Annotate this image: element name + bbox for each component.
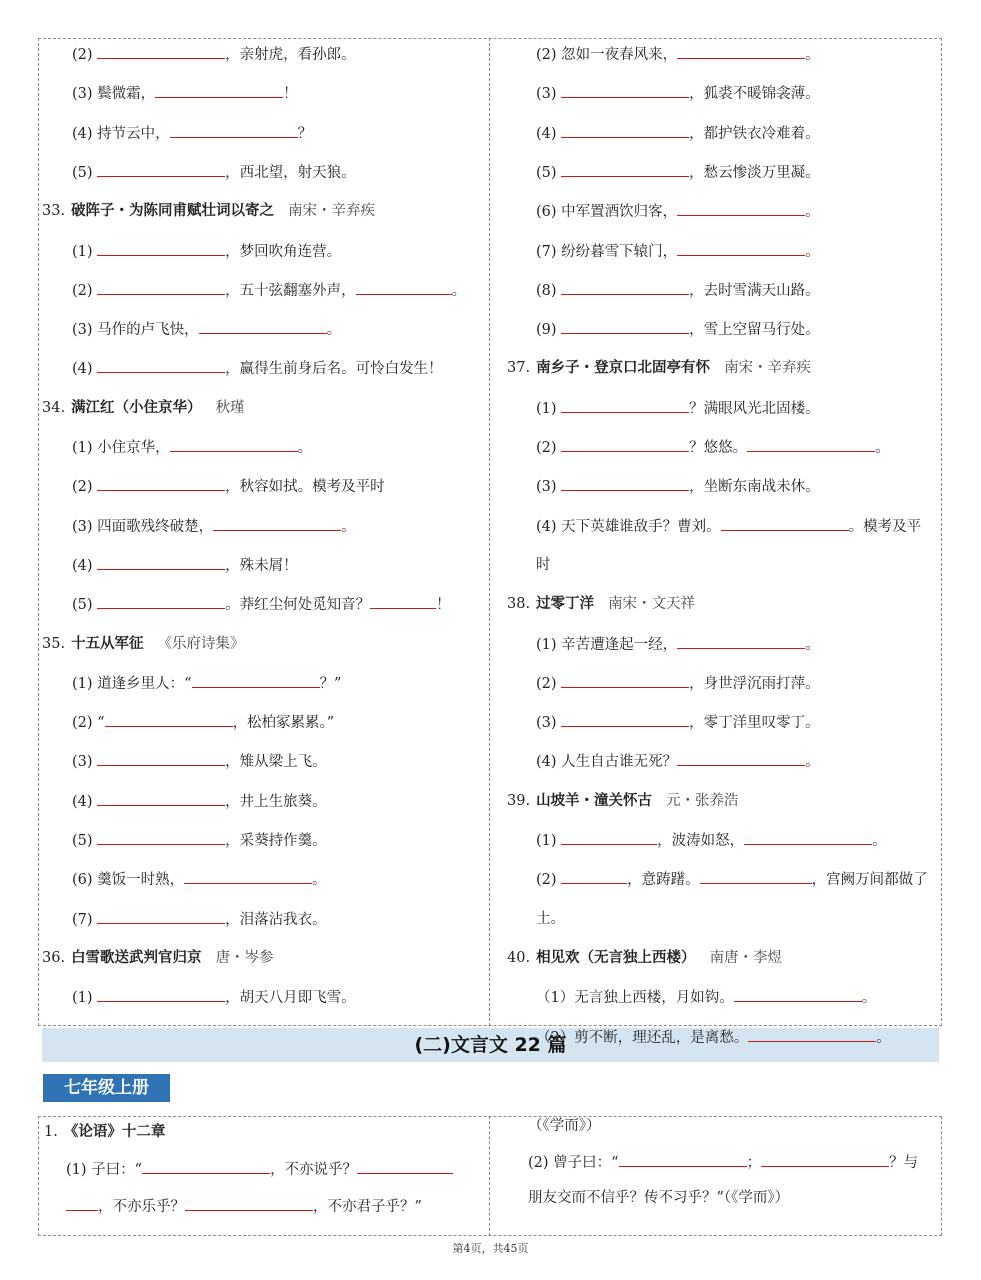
answer-blank[interactable]	[748, 1027, 876, 1042]
poem-title: 破阵子・为陈同甫赋壮词以寄之	[71, 203, 275, 220]
item-prefix: (1) 道逢乡里人：“	[72, 675, 192, 692]
poem-number: 35.	[42, 635, 66, 652]
poem-number: 39.	[507, 792, 531, 809]
fill-in-item	[72, 712, 334, 733]
fill-in-item	[536, 1027, 891, 1048]
item-suffix: ，宫阙万间都做了	[811, 872, 928, 889]
item-prefix: (2) 曾子曰：“	[528, 1155, 619, 1171]
item-prefix: (4) 天下英雄谁敌手？曹刘。	[536, 518, 721, 535]
item-suffix: ？与	[889, 1155, 919, 1171]
item-suffix: ，秋容如拭。模考及平时	[225, 479, 385, 496]
answer-blank[interactable]	[561, 123, 689, 138]
poem-number: 1.	[44, 1124, 58, 1140]
poem-heading	[44, 1122, 165, 1142]
item-prefix: (4) 人生自古谁无死？	[536, 754, 678, 771]
item-suffix: ？满眼风光北固楼。	[689, 400, 820, 417]
answer-blank[interactable]	[677, 241, 805, 256]
answer-blank[interactable]	[677, 634, 805, 649]
answer-blank[interactable]	[677, 201, 805, 216]
poem-heading	[507, 948, 782, 968]
answer-blank[interactable]	[97, 241, 225, 256]
fill-in-item	[72, 83, 298, 104]
fill-in-item	[72, 555, 298, 576]
poem-author: 南宋・辛弃疾	[724, 360, 812, 377]
line-text: （《学而》）	[528, 1118, 601, 1134]
item-prefix: (5)	[536, 164, 562, 181]
grade-tag: 七年级上册	[43, 1074, 170, 1102]
answer-blank[interactable]	[561, 476, 689, 491]
item-suffix: ，井上生旅葵。	[225, 793, 327, 810]
poem-title: 南乡子・登京口北固亭有怀	[536, 360, 711, 377]
text-line	[536, 909, 565, 929]
item-suffix: ！	[283, 86, 298, 103]
item-prefix: (1)	[536, 400, 562, 417]
fill-in-item	[536, 673, 820, 694]
answer-blank[interactable]	[97, 594, 225, 609]
item-prefix: (6) 羹饭一时熟，	[72, 872, 185, 889]
item-prefix: (7)	[72, 911, 98, 928]
fill-in-item	[72, 280, 466, 301]
poem-number: 37.	[507, 360, 531, 377]
answer-blank[interactable]	[700, 869, 812, 884]
answer-blank[interactable]	[97, 280, 225, 295]
poem-heading	[42, 634, 245, 654]
fill-in-item	[536, 123, 820, 144]
answer-blank[interactable]	[97, 44, 225, 59]
answer-blank[interactable]	[192, 673, 320, 688]
answer-blank[interactable]	[356, 280, 452, 295]
item-suffix: 。	[312, 872, 327, 889]
item-suffix: ？	[297, 125, 313, 142]
answer-blank[interactable]	[561, 162, 689, 177]
item-prefix: （2）剪不断，理还乱，是离愁。	[536, 1029, 749, 1046]
fill-in-item	[72, 909, 327, 930]
poem-number: 34.	[42, 399, 66, 416]
item-suffix: 。	[805, 636, 820, 653]
item-prefix: (3)	[536, 86, 562, 103]
fill-in-item	[72, 319, 341, 340]
poem-number: 33.	[42, 203, 66, 220]
fill-in-item	[536, 162, 820, 183]
item-suffix: ，胡天八月即飞雪。	[225, 990, 356, 1007]
item-suffix: 。	[805, 754, 820, 771]
item-suffix: ，都护铁衣冷难着。	[689, 125, 820, 142]
poem-title: 相见欢（无言独上西楼）	[536, 949, 696, 966]
fill-in-item	[536, 634, 820, 655]
line-text: 土。	[536, 910, 565, 927]
item-suffix: 。	[861, 990, 877, 1007]
answer-blank[interactable]	[761, 1152, 889, 1167]
item-suffix: ，梦回吹角连营。	[225, 243, 342, 260]
fill-in-item	[66, 1196, 422, 1217]
page-footer: 第4页，共45页	[452, 1242, 529, 1255]
fill-in-item	[536, 398, 820, 419]
item-suffix: 。	[805, 243, 820, 260]
poem-number: 36.	[42, 949, 66, 966]
item-suffix: 。	[341, 518, 356, 535]
answer-blank[interactable]	[97, 751, 225, 766]
item-prefix: (5)	[72, 833, 98, 849]
item-prefix: (5)	[72, 597, 98, 614]
poem-heading	[507, 358, 811, 378]
item-prefix: (2) “	[72, 715, 105, 732]
answer-blank[interactable]	[142, 1159, 270, 1174]
fill-in-item	[72, 869, 327, 890]
fill-in-item	[536, 437, 890, 458]
fill-in-item	[72, 594, 451, 615]
item-suffix: 。模考及平	[848, 518, 922, 535]
poem-number: 38.	[507, 596, 531, 613]
item-suffix: ，西北望，射天狼。	[225, 164, 356, 181]
answer-blank[interactable]	[97, 358, 225, 373]
answer-blank[interactable]	[747, 437, 875, 452]
poem-heading	[42, 398, 245, 418]
item-prefix: (2)	[536, 440, 562, 456]
item-prefix: (8)	[536, 282, 562, 299]
poem-author: 南宋・文天祥	[608, 596, 696, 613]
text-line	[528, 1188, 789, 1208]
item-suffix: ，不亦说乎？	[270, 1162, 358, 1178]
item-suffix: ，不亦君子乎？”	[313, 1199, 422, 1215]
answer-blank[interactable]	[734, 987, 862, 1002]
poem-author: 《乐府诗集》	[157, 635, 245, 652]
item-suffix: ，五十弦翻塞外声，	[225, 282, 356, 299]
answer-blank[interactable]	[213, 516, 341, 531]
fill-in-item	[536, 516, 921, 537]
answer-blank[interactable]	[97, 791, 225, 806]
item-suffix: ，赢得生前身后名。可怜白发生！	[225, 361, 443, 378]
answer-blank[interactable]	[155, 83, 283, 98]
poem-heading	[507, 594, 695, 614]
fill-in-item	[72, 476, 385, 497]
item-prefix: (3) 鬓微霜，	[72, 86, 156, 103]
answer-blank[interactable]	[561, 830, 657, 845]
answer-blank[interactable]	[170, 123, 298, 138]
poem-heading	[507, 791, 739, 811]
item-suffix: 。莽红尘何处觅知音？	[225, 597, 371, 614]
item-suffix: ？悠悠。	[689, 440, 748, 456]
answer-blank[interactable]	[619, 1152, 747, 1167]
answer-blank[interactable]	[105, 712, 233, 727]
answer-blank[interactable]	[97, 987, 225, 1002]
item-prefix: (3)	[536, 479, 562, 496]
fill-in-item	[72, 241, 341, 262]
item-suffix: ！	[436, 597, 451, 614]
item-prefix: (1)	[72, 990, 98, 1007]
item-suffix: ，愁云惨淡万里凝。	[689, 164, 820, 181]
fill-in-item	[536, 44, 820, 65]
item-suffix: 。	[872, 833, 887, 849]
fill-in-item	[536, 712, 820, 733]
item-prefix: (4)	[72, 793, 98, 810]
item-prefix: (2)	[72, 479, 98, 496]
item-suffix: ，狐裘不暖锦衾薄。	[689, 86, 820, 103]
answer-blank[interactable]	[561, 869, 627, 884]
poem-author: 南宋・辛弃疾	[288, 203, 376, 220]
item-prefix: (3) 马作的卢飞快，	[72, 322, 199, 339]
item-suffix: 。	[326, 322, 342, 339]
answer-blank[interactable]	[97, 830, 225, 845]
fill-in-item	[72, 751, 327, 772]
fill-in-item	[528, 1152, 918, 1173]
item-prefix: (2) 忽如一夜春风来，	[536, 47, 678, 63]
item-prefix: (4)	[72, 361, 98, 378]
item-prefix: (3)	[72, 754, 98, 771]
fill-in-item	[536, 319, 820, 340]
item-suffix: ，去时雪满天山路。	[689, 282, 820, 299]
poem-author: 元・张养浩	[666, 792, 739, 809]
poem-title: 十五从军征	[71, 635, 144, 652]
item-prefix: (1)	[536, 833, 562, 849]
fill-in-item	[72, 123, 312, 144]
answer-blank[interactable]	[97, 909, 225, 924]
fill-in-item	[536, 280, 820, 301]
item-suffix: 。	[876, 1029, 891, 1046]
item-prefix: (7) 纷纷暮雪下辕门，	[536, 243, 678, 260]
answer-blank[interactable]	[561, 673, 689, 688]
item-suffix: ，身世浮沉雨打萍。	[689, 675, 820, 692]
fill-in-item	[66, 1159, 453, 1180]
item-suffix: ，亲射虎，看孙郎。	[225, 47, 356, 63]
item-suffix: ，松柏冢累累。”	[232, 715, 335, 732]
fill-in-item	[72, 437, 312, 458]
fill-in-item	[536, 201, 820, 222]
item-suffix: ；	[746, 1155, 762, 1171]
text-line	[536, 555, 551, 575]
item-suffix: ，波涛如怒，	[657, 833, 745, 849]
fill-in-item	[72, 358, 443, 379]
answer-blank[interactable]	[561, 437, 689, 452]
poem-author: 南唐・李煜	[709, 949, 783, 966]
item-suffix: ，殊未屑！	[225, 557, 298, 574]
item-suffix: 。	[805, 204, 820, 221]
item-prefix: （1）无言独上西楼，月如钩。	[536, 990, 734, 1007]
item-prefix: (6) 中军置酒饮归客，	[536, 204, 678, 221]
fill-in-item	[536, 987, 876, 1008]
answer-blank[interactable]	[744, 830, 872, 845]
answer-blank[interactable]	[170, 437, 298, 452]
item-prefix: (4)	[72, 557, 98, 574]
section-title: (二)文言文 22 篇	[414, 1034, 567, 1056]
answer-blank[interactable]	[357, 1159, 453, 1174]
poem-heading	[42, 201, 375, 221]
poem-author: 唐・岑参	[215, 949, 274, 966]
line-text: 朋友交而不信乎？传不习乎？”（《学而》）	[528, 1190, 790, 1206]
item-suffix: ，雪上空留马行处。	[689, 322, 820, 339]
text-line	[528, 1116, 601, 1136]
item-prefix: (4) 持节云中，	[72, 125, 170, 142]
item-prefix: (2)	[72, 47, 98, 63]
fill-in-item	[72, 162, 356, 183]
fill-in-item	[72, 830, 327, 851]
poem-heading	[42, 948, 274, 968]
item-prefix: (1) 子曰：“	[66, 1162, 143, 1178]
answer-blank[interactable]	[184, 869, 312, 884]
answer-blank[interactable]	[561, 280, 689, 295]
item-prefix: (3) 四面歌残终破楚，	[72, 518, 214, 535]
item-suffix: ，零丁洋里叹零丁。	[689, 715, 820, 732]
item-prefix: (2)	[536, 872, 562, 889]
poem-title: 山坡羊・潼关怀古	[536, 792, 653, 809]
poem-title: 过零丁洋	[536, 596, 595, 613]
fill-in-item	[536, 476, 820, 497]
fill-in-item	[72, 44, 356, 65]
item-prefix: (1) 辛苦遭逢起一经，	[536, 636, 678, 653]
item-prefix: (9)	[536, 322, 562, 339]
answer-blank[interactable]	[66, 1196, 98, 1211]
item-suffix: 。	[297, 440, 313, 456]
answer-blank[interactable]	[185, 1196, 313, 1211]
item-prefix: (2)	[536, 675, 562, 692]
item-prefix: (1) 小住京华，	[72, 440, 170, 456]
fill-in-item	[536, 751, 820, 772]
poem-title: 《论语》十二章	[63, 1124, 166, 1140]
poem-title: 满江红（小住京华）	[71, 399, 202, 416]
item-suffix: ，坐断东南战未休。	[689, 479, 820, 496]
fill-in-item	[536, 241, 820, 262]
item-prefix: (3)	[536, 715, 562, 732]
item-suffix: ，雉从梁上飞。	[225, 754, 327, 771]
fill-in-item	[72, 791, 327, 812]
fill-in-item	[536, 830, 887, 851]
item-suffix: 。	[451, 282, 467, 299]
poem-author: 秋瑾	[215, 399, 245, 416]
answer-blank[interactable]	[97, 162, 225, 177]
answer-blank[interactable]	[677, 44, 805, 59]
fill-in-item	[72, 516, 356, 537]
item-prefix: (2)	[72, 282, 98, 299]
answer-blank[interactable]	[370, 594, 436, 609]
item-suffix: 。	[805, 47, 820, 63]
answer-blank[interactable]	[721, 516, 849, 531]
answer-blank[interactable]	[561, 83, 689, 98]
upper-column-divider	[489, 38, 490, 1026]
poem-title: 白雪歌送武判官归京	[71, 949, 202, 966]
item-prefix: (5)	[72, 164, 98, 181]
answer-blank[interactable]	[561, 398, 689, 413]
answer-blank[interactable]	[561, 712, 689, 727]
fill-in-item	[536, 83, 820, 104]
answer-blank[interactable]	[677, 751, 805, 766]
item-suffix: 。	[875, 440, 890, 456]
fill-in-item	[72, 987, 356, 1008]
item-suffix: ，采葵持作羹。	[225, 833, 327, 849]
answer-blank[interactable]	[199, 319, 327, 334]
item-prefix: (4)	[536, 125, 562, 142]
answer-blank[interactable]	[561, 319, 689, 334]
item-suffix: ，泪落沾我衣。	[225, 911, 327, 928]
answer-blank[interactable]	[97, 555, 225, 570]
answer-blank[interactable]	[97, 476, 225, 491]
item-prefix: (1)	[72, 243, 98, 260]
poem-number: 40.	[507, 949, 531, 966]
item-suffix: ，意踌躇。	[627, 872, 700, 889]
line-text: 时	[536, 556, 551, 573]
lower-column-divider	[489, 1116, 490, 1236]
fill-in-item	[72, 673, 341, 694]
item-suffix: ？”	[319, 675, 342, 692]
item-suffix: ，不亦乐乎？	[98, 1199, 185, 1215]
fill-in-item	[536, 869, 928, 890]
